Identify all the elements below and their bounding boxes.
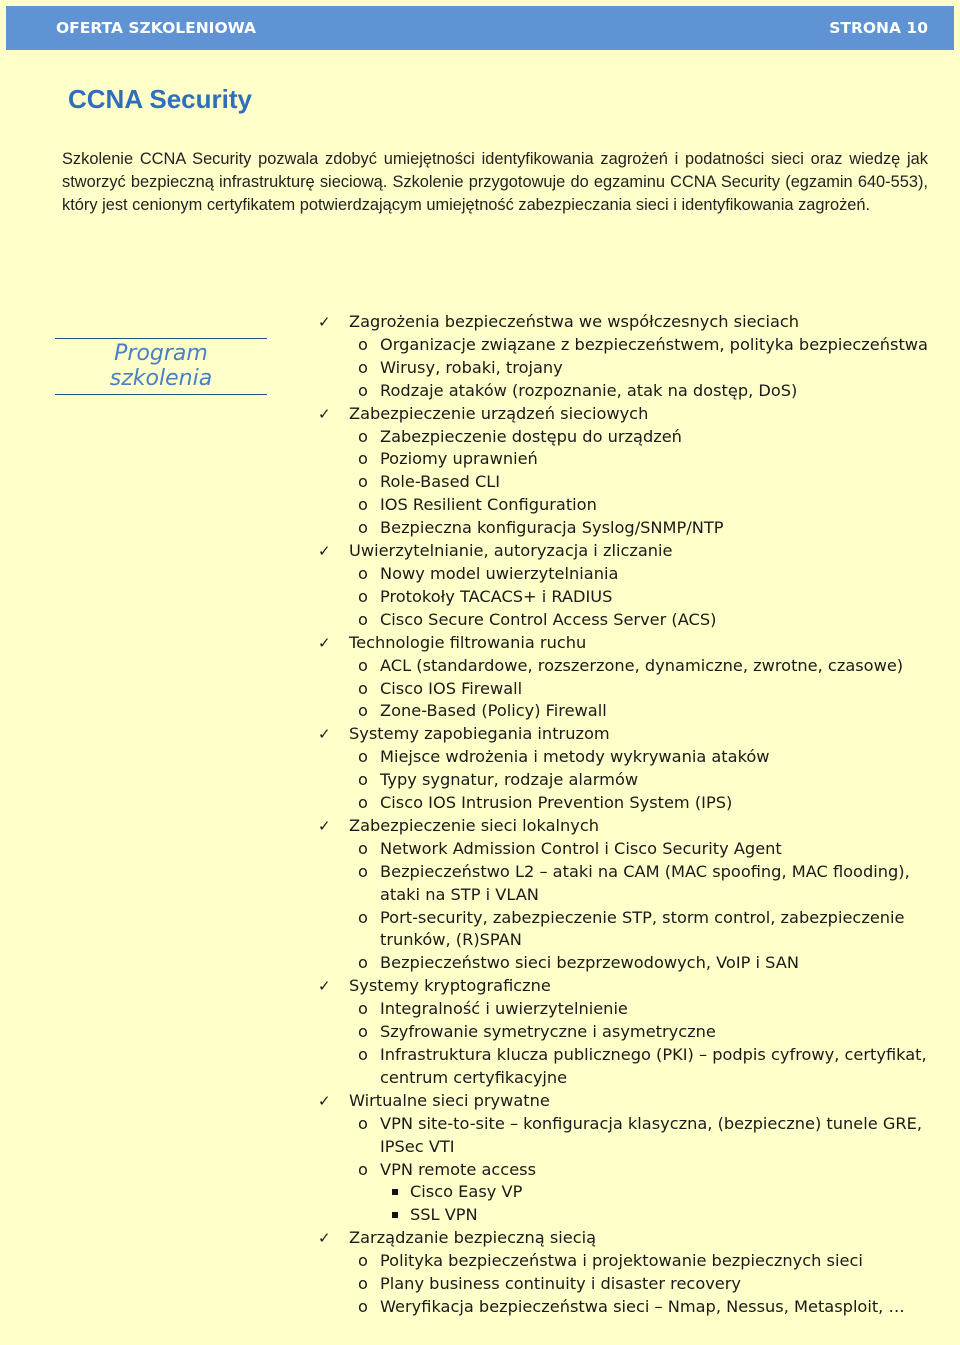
list-item [318, 586, 938, 609]
checkmark-icon: ✓ [318, 977, 331, 996]
list-item-text: Rodzaje ataków (rozpoznanie, atak na dostęp, DoS) [380, 380, 798, 400]
header-section-label: OFERTA SZKOLENIOWA [56, 19, 257, 37]
circle-bullet-icon: o [358, 426, 368, 446]
circle-bullet-icon: o [358, 1296, 368, 1316]
circle-bullet-icon: o [358, 472, 368, 492]
list-item [318, 380, 938, 403]
square-bullet-icon [392, 1189, 398, 1195]
nested-list-item-text: Cisco Easy VP [410, 1182, 523, 1202]
list-item-text: Miejsce wdrożenia i metody wykrywania ataków [380, 747, 770, 767]
circle-bullet-icon: o [358, 1113, 368, 1133]
list-item [318, 1113, 938, 1159]
list-item-text: Wirusy, robaki, trojany [380, 357, 563, 377]
intro-paragraph: Szkolenie CCNA Security pozwala zdobyć umiejętności identyfikowania zagrożeń i podatności sieci oraz wiedzę jak stworzyć bezpieczną infrastrukturę sieciową. Szkolenie przygotowuje do egzaminu CCNA Security (egzamin 640-553), który jest cenionym certyfikatem potwierdzającym umiejętność zabezpieczania sieci i identyfikowania zagrożeń. [62, 150, 928, 214]
circle-bullet-icon: o [358, 563, 368, 583]
list-item-text: Infrastruktura klucza publicznego (PKI) – podpis cyfrowy, certyfikat, centrum certyfikacyjne [380, 1045, 927, 1087]
circle-bullet-icon: o [358, 655, 368, 675]
program-section [318, 632, 938, 724]
section-title-text: Technologie filtrowania ruchu [349, 632, 587, 652]
circle-bullet-icon: o [358, 999, 368, 1019]
list-item [318, 998, 938, 1021]
section-title-text: Zabezpieczenie sieci lokalnych [349, 815, 600, 835]
list-item [318, 609, 938, 632]
circle-bullet-icon: o [358, 1045, 368, 1064]
list-item [318, 357, 938, 380]
circle-bullet-icon: o [358, 770, 368, 790]
section-title [318, 311, 938, 334]
list-item [318, 517, 938, 540]
header-page-number: STRONA 10 [829, 19, 928, 37]
checkmark-icon: ✓ [318, 725, 331, 744]
list-item [318, 471, 938, 494]
list-item [318, 1296, 938, 1319]
list-item [318, 1044, 938, 1090]
list-item [318, 769, 938, 792]
section-title [318, 632, 938, 655]
checkmark-icon: ✓ [318, 816, 331, 835]
nested-list-item [318, 1204, 938, 1227]
program-section [318, 403, 938, 540]
circle-bullet-icon: o [358, 907, 368, 927]
section-title [318, 723, 938, 746]
circle-bullet-icon: o [358, 357, 368, 377]
list-item [318, 334, 938, 357]
circle-bullet-icon: o [358, 793, 368, 813]
checkmark-icon: ✓ [318, 313, 331, 331]
program-section [318, 1227, 938, 1319]
circle-bullet-icon: o [358, 953, 368, 973]
list-item-text: Role-Based CLI [380, 472, 501, 492]
program-section [318, 723, 938, 815]
list-item [318, 1250, 938, 1273]
list-item [318, 861, 938, 907]
section-title-text: Zabezpieczenie urządzeń sieciowych [349, 403, 649, 423]
program-section [318, 1090, 938, 1227]
circle-bullet-icon: o [358, 1159, 368, 1179]
square-bullet-icon [392, 1212, 398, 1218]
list-item-text: Zabezpieczenie dostępu do urządzeń [380, 426, 682, 446]
circle-bullet-icon: o [358, 678, 368, 698]
circle-bullet-icon: o [358, 449, 368, 469]
list-item-text: Protokoły TACACS+ i RADIUS [380, 586, 613, 606]
list-item [318, 746, 938, 769]
list-item [318, 494, 938, 517]
list-item-text: Poziomy uprawnień [380, 449, 538, 469]
list-item [318, 448, 938, 471]
circle-bullet-icon: o [358, 861, 368, 881]
list-item [318, 678, 938, 701]
section-title [318, 540, 938, 563]
circle-bullet-icon: o [358, 380, 368, 400]
list-item-text: Szyfrowanie symetryczne i asymetryczne [380, 1022, 716, 1042]
section-title [318, 815, 938, 838]
side-label-line1: Program [114, 341, 208, 366]
section-title-text: Systemy zapobiegania intruzom [349, 724, 610, 744]
list-item-text: Cisco IOS Firewall [380, 678, 523, 698]
list-item-text: Port-security, zabezpieczenie STP, storm control, zabezpieczenie trunków, (R)SPAN [380, 907, 905, 950]
list-item [318, 907, 938, 953]
program-side-label [55, 338, 267, 395]
page-header [6, 6, 954, 50]
section-title [318, 1090, 938, 1113]
checkmark-icon: ✓ [318, 1091, 331, 1110]
program-section [318, 815, 938, 975]
list-item-text: IOS Resilient Configuration [380, 495, 597, 515]
page-title: CCNA Security [68, 84, 252, 114]
side-label-line2: szkolenia [109, 366, 213, 391]
circle-bullet-icon: o [358, 1274, 368, 1294]
nested-list-item-text: SSL VPN [410, 1205, 478, 1225]
checkmark-icon: ✓ [318, 542, 331, 561]
circle-bullet-icon: o [358, 495, 368, 515]
list-item-text: Integralność i uwierzytelnienie [380, 999, 628, 1019]
list-item-text: Organizacje związane z bezpieczeństwem, polityka bezpieczeństwa [380, 334, 928, 354]
program-section [318, 311, 938, 403]
section-title [318, 975, 938, 998]
circle-bullet-icon: o [358, 334, 368, 354]
list-item-text: Bezpieczeństwo sieci bezprzewodowych, VoIP i SAN [380, 953, 799, 973]
list-item [318, 952, 938, 975]
circle-bullet-icon: o [358, 518, 368, 538]
list-item [318, 563, 938, 586]
circle-bullet-icon: o [358, 1022, 368, 1042]
list-item [318, 655, 938, 678]
list-item-text: Network Admission Control i Cisco Security Agent [380, 838, 782, 858]
circle-bullet-icon: o [358, 586, 368, 606]
section-title-text: Wirtualne sieci prywatne [349, 1090, 550, 1110]
list-item-text: Nowy model uwierzytelniania [380, 563, 619, 583]
checkmark-icon: ✓ [318, 404, 331, 423]
list-item-text: Typy sygnatur, rodzaje alarmów [380, 770, 639, 790]
list-item [318, 1273, 938, 1296]
section-title-text: Zagrożenia bezpieczeństwa we współczesnych sieciach [349, 312, 800, 331]
list-item [318, 1159, 938, 1182]
section-title-text: Zarządzanie bezpieczną siecią [349, 1228, 597, 1248]
section-title [318, 1227, 938, 1250]
checkmark-icon: ✓ [318, 633, 331, 652]
program-section [318, 540, 938, 632]
list-item-text: Plany business continuity i disaster recovery [380, 1274, 742, 1294]
list-item [318, 792, 938, 815]
list-item-text: ACL (standardowe, rozszerzone, dynamiczne, zwrotne, czasowe) [380, 655, 904, 675]
list-item-text: VPN site-to-site – konfiguracja klasyczna, (bezpieczne) tunele GRE, IPSec VTI [380, 1113, 923, 1156]
circle-bullet-icon: o [358, 1251, 368, 1271]
list-item [318, 838, 938, 861]
section-title-text: Systemy kryptograficzne [349, 976, 551, 996]
list-item-text: Weryfikacja bezpieczeństwa sieci – Nmap, Nessus, Metasploit, … [380, 1296, 905, 1316]
list-item-text: Cisco Secure Control Access Server (ACS) [380, 609, 717, 629]
list-item [318, 1021, 938, 1044]
list-item [318, 426, 938, 449]
circle-bullet-icon: o [358, 609, 368, 629]
list-item-text: VPN remote access [380, 1159, 537, 1179]
section-title [318, 403, 938, 426]
circle-bullet-icon: o [358, 747, 368, 767]
circle-bullet-icon: o [358, 838, 368, 858]
list-item-text: Bezpieczna konfiguracja Syslog/SNMP/NTP [380, 518, 724, 538]
circle-bullet-icon: o [358, 701, 368, 721]
list-item-text: Polityka bezpieczeństwa i projektowanie bezpiecznych sieci [380, 1251, 863, 1271]
program-list [318, 311, 938, 1319]
list-item-text: Bezpieczeństwo L2 – ataki na CAM (MAC spoofing, MAC flooding), ataki na STP i VLAN [380, 861, 910, 904]
nested-list-item [318, 1181, 938, 1204]
section-title-text: Uwierzytelnianie, autoryzacja i zliczanie [349, 541, 673, 561]
program-section [318, 975, 938, 1090]
checkmark-icon: ✓ [318, 1229, 331, 1248]
list-item [318, 700, 938, 723]
list-item-text: Zone-Based (Policy) Firewall [380, 701, 607, 721]
list-item-text: Cisco IOS Intrusion Prevention System (IPS) [380, 793, 733, 813]
